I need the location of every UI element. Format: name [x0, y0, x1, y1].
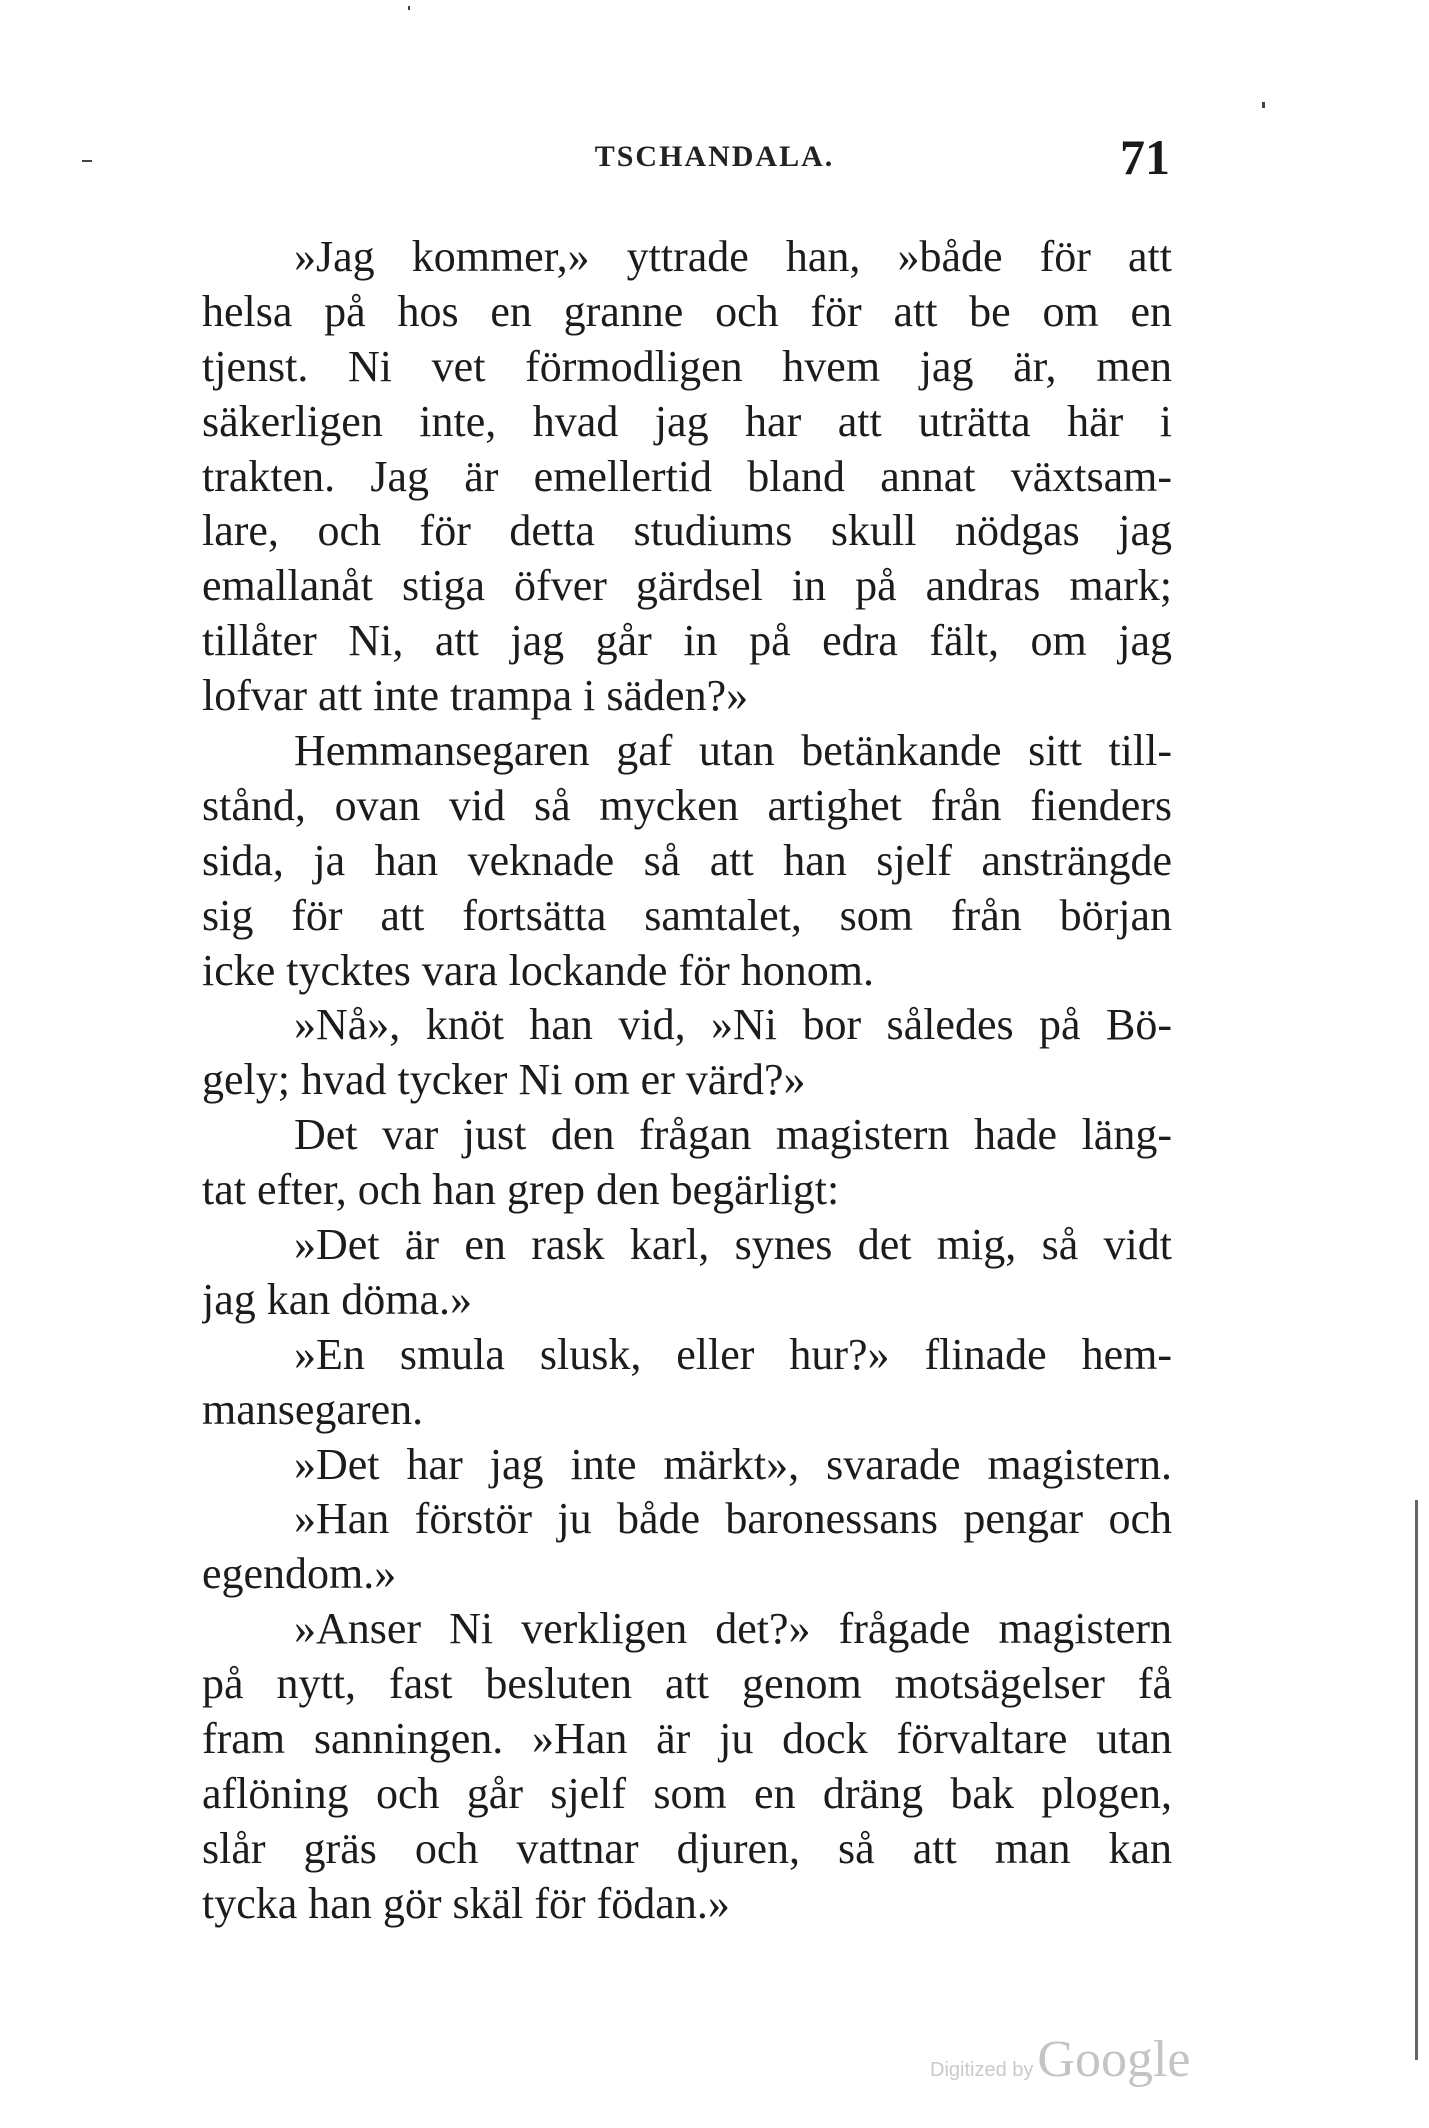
- text-line: slår gräs och vattnar djuren, så att man kan: [202, 1823, 1172, 1873]
- text-line: »Nå», knöt han vid, »Ni bor således på Bö-: [294, 1000, 1172, 1050]
- text-line: tillåter Ni, att jag går in på edra fält, om jag: [202, 616, 1172, 666]
- text-line: Det var just den frågan magistern hade läng-: [294, 1110, 1172, 1160]
- text-line: tat efter, och han grep den begärligt:: [202, 1165, 840, 1215]
- text-line: fram sanningen. »Han är ju dock förvaltare utan: [202, 1714, 1172, 1764]
- scan-speck: [1262, 102, 1265, 108]
- text-line: jag kan döma.»: [202, 1274, 473, 1324]
- text-line: »Jag kommer,» yttrade han, »både för att: [294, 232, 1172, 281]
- digitized-watermark: [930, 2030, 1190, 2089]
- text-line: gely; hvad tycker Ni om er värd?»: [202, 1055, 806, 1105]
- scan-speck: [82, 160, 92, 162]
- text-line: på nytt, fast besluten att genom motsägelser få: [202, 1659, 1172, 1709]
- text-line: sig för att fortsätta samtalet, som från början: [202, 890, 1172, 940]
- page-number: 71: [1120, 129, 1170, 185]
- scan-edge-mark: [1415, 1500, 1418, 2060]
- text-line: aflöning och går sjelf som en dräng bak plogen,: [202, 1768, 1172, 1818]
- text-line: trakten. Jag är emellertid bland annat växtsam-: [202, 451, 1172, 501]
- text-line: emallanåt stiga öfver gärdsel in på andras mark;: [202, 561, 1172, 611]
- body-text: [202, 230, 1172, 1932]
- text-line: »Det har jag inte märkt», svarade magistern.: [294, 1439, 1172, 1489]
- text-line: stånd, ovan vid så mycken artighet från fienders: [202, 780, 1172, 830]
- text-line: egendom.»: [202, 1549, 397, 1599]
- text-line: säkerligen inte, hvad jag har att uträtta här i: [202, 396, 1172, 446]
- text-line: »Han förstör ju både baronessans pengar och: [294, 1494, 1172, 1544]
- text-line: »En smula slusk, eller hur?» flinade hem-: [294, 1329, 1172, 1379]
- text-line: helsa på hos en granne och för att be om en: [202, 286, 1172, 336]
- text-line: lare, och för detta studiums skull nödgas jag: [202, 506, 1172, 556]
- scan-speck: [408, 6, 410, 10]
- text-line: »Anser Ni verkligen det?» frågade magistern: [294, 1604, 1172, 1654]
- text-line: sida, ja han veknade så att han sjelf ansträngde: [202, 835, 1172, 885]
- running-title: TSCHANDALA.: [594, 140, 835, 173]
- text-line: lofvar att inte trampa i säden?»: [202, 671, 749, 721]
- google-logo: Google: [1037, 2031, 1191, 2088]
- text-line: Hemmansegaren gaf utan betänkande sitt till-: [294, 726, 1172, 776]
- text-line: tycka han gör skäl för födan.»: [202, 1878, 730, 1928]
- text-line: mansegaren.: [202, 1384, 424, 1434]
- text-line: »Det är en rask karl, synes det mig, så vidt: [294, 1220, 1172, 1270]
- text-line: icke tycktes vara lockande för honom.: [202, 945, 874, 995]
- text-line: tjenst. Ni vet förmodligen hvem jag är, men: [202, 341, 1172, 391]
- watermark-prefix: Digitized by: [930, 2059, 1034, 2081]
